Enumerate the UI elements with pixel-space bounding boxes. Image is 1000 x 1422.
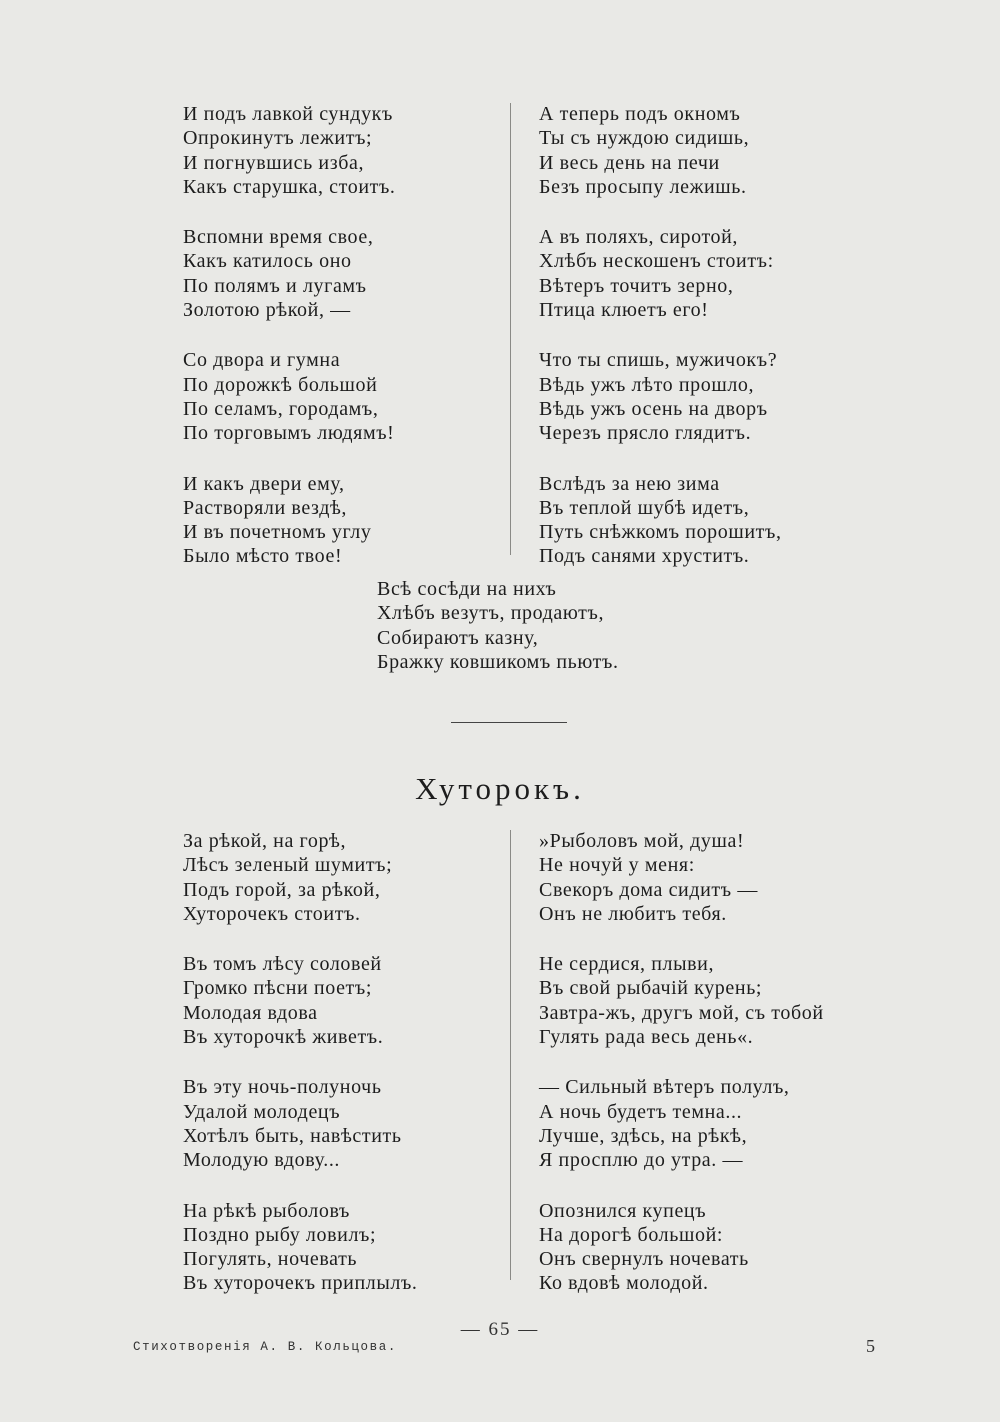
poem2-right-column: [539, 829, 824, 1322]
verse-line: А въ поляхъ, сиротой,: [539, 226, 739, 249]
verse-line: Молодую вдову...: [183, 1149, 341, 1172]
verse-line: Собираютъ казну,: [377, 626, 539, 649]
poem1-left-column: [183, 102, 396, 595]
verse-line: Хуторочекъ стоитъ.: [183, 902, 361, 925]
book-footer: Стихотворенія А. В. Кольцова.: [133, 1340, 397, 1354]
verse-line: Громко пѣсни поетъ;: [183, 977, 372, 1000]
verse-line: Со двора и гумна: [183, 349, 341, 372]
stanza: [183, 472, 396, 569]
verse-line: Я просплю до утра. —: [539, 1149, 744, 1172]
verse-line: Вспомни время свое,: [183, 226, 374, 249]
stanza: [183, 1075, 418, 1172]
poem1-right-column: [539, 102, 782, 595]
verse-line: Растворяли вездѣ,: [183, 496, 348, 519]
verse-line: Что ты спишь, мужичокъ?: [539, 349, 778, 372]
verse-line: Вѣдь ужъ осень на дворъ: [539, 397, 768, 420]
verse-line: Птица клюетъ его!: [539, 299, 709, 322]
verse-line: По торговымъ людямъ!: [183, 422, 395, 445]
stanza: [539, 102, 782, 199]
poem1-closing-stanza: [377, 577, 619, 674]
verse-line: Завтра-жъ, другъ мой, съ тобой: [539, 1001, 824, 1024]
verse-line: По селамъ, городамъ,: [183, 397, 379, 420]
verse-line: По дорожкѣ большой: [183, 373, 378, 396]
column-divider: [510, 830, 511, 1280]
verse-line: Удалой молодецъ: [183, 1100, 341, 1123]
verse-line: А теперь подъ окномъ: [539, 103, 741, 125]
page-number: — 65 —: [460, 1319, 540, 1340]
verse-line: Онъ свернулъ ночевать: [539, 1248, 749, 1271]
verse-line: Бражку ковшикомъ пьютъ.: [377, 650, 619, 673]
verse-line: Въ эту ночь-полуночь: [183, 1076, 382, 1099]
verse-line: Вслѣдъ за нею зима: [539, 472, 720, 495]
stanza: [539, 225, 782, 322]
verse-line: Было мѣсто твое!: [183, 545, 343, 568]
verse-line: Какъ старушка, стоитъ.: [183, 175, 396, 198]
verse-line: Вѣдь ужъ лѣто прошло,: [539, 373, 755, 396]
stanza: [539, 472, 782, 569]
stanza: [183, 1199, 418, 1296]
verse-line: Погулять, ночевать: [183, 1248, 358, 1271]
verse-line: Золотою рѣкой, —: [183, 299, 351, 322]
stanza: [539, 348, 782, 445]
verse-line: Онъ не любитъ тебя.: [539, 902, 727, 925]
stanza: [183, 225, 396, 322]
verse-line: Безъ просыпу лежишь.: [539, 175, 747, 198]
signature-mark: 5: [866, 1336, 875, 1356]
verse-line: И весь день на печи: [539, 151, 720, 174]
verse-line: Вѣтеръ точитъ зерно,: [539, 274, 734, 297]
verse-line: И погнувшись изба,: [183, 151, 365, 174]
verse-line: Хотѣлъ быть, навѣстить: [183, 1124, 402, 1147]
verse-line: Какъ катилось оно: [183, 250, 352, 273]
verse-line: Гулять рада весь день«.: [539, 1026, 754, 1049]
verse-line: По полямъ и лугамъ: [183, 274, 367, 297]
stanza: [539, 1075, 824, 1172]
verse-line: Въ томъ лѣсу соловей: [183, 953, 382, 976]
verse-line: Въ свой рыбачій курень;: [539, 977, 763, 1000]
stanza: [539, 1199, 824, 1296]
verse-line: Опрокинутъ лежитъ;: [183, 127, 373, 150]
stanza: [183, 952, 418, 1049]
stanza: [539, 829, 824, 926]
stanza: [539, 952, 824, 1049]
verse-line: Молодая вдова: [183, 1001, 318, 1024]
verse-line: Путь снѣжкомъ порошитъ,: [539, 521, 782, 544]
verse-line: За рѣкой, на горѣ,: [183, 830, 347, 852]
verse-line: Въ хуторочкѣ живетъ.: [183, 1026, 384, 1049]
verse-line: Ты съ нуждою сидишь,: [539, 127, 750, 150]
stanza: [183, 829, 418, 926]
verse-line: Не сердися, плыви,: [539, 953, 715, 976]
verse-line: Опознился купецъ: [539, 1199, 707, 1222]
verse-line: Черезъ прясло глядитъ.: [539, 422, 752, 445]
verse-line: Свекоръ дома сидитъ —: [539, 878, 758, 901]
verse-line: И подъ лавкой сундукъ: [183, 103, 393, 125]
verse-line: Не ночуй у меня:: [539, 854, 695, 877]
verse-line: На дорогѣ большой:: [539, 1223, 724, 1246]
verse-line: Хлѣбъ нескошенъ стоитъ:: [539, 250, 774, 273]
verse-line: Подъ санями хруститъ.: [539, 545, 750, 568]
verse-line: — Сильный вѣтеръ полулъ,: [539, 1076, 790, 1099]
verse-line: А ночь будетъ темна...: [539, 1100, 743, 1123]
poem2-left-column: [183, 829, 418, 1322]
verse-line: И въ почетномъ углу: [183, 521, 372, 544]
verse-line: На рѣкѣ рыболовъ: [183, 1199, 350, 1222]
verse-line: »Рыболовъ мой, душа!: [539, 830, 745, 852]
verse-line: Поздно рыбу ловилъ;: [183, 1223, 377, 1246]
verse-line: Въ теплой шубѣ идетъ,: [539, 496, 750, 519]
verse-line: И какъ двери ему,: [183, 472, 345, 495]
verse-line: Подъ горой, за рѣкой,: [183, 878, 381, 901]
section-separator: [451, 722, 567, 723]
stanza: [183, 102, 396, 199]
verse-line: Ко вдовѣ молодой.: [539, 1272, 709, 1295]
verse-line: Всѣ сосѣди на нихъ: [377, 578, 557, 600]
stanza: [183, 348, 396, 445]
verse-line: Въ хуторочекъ приплылъ.: [183, 1272, 418, 1295]
column-divider: [510, 103, 511, 555]
verse-line: Лѣсъ зеленый шумитъ;: [183, 854, 393, 877]
verse-line: Хлѣбъ везутъ, продаютъ,: [377, 602, 605, 625]
poem-title: Хуторокъ.: [415, 771, 585, 806]
verse-line: Лучше, здѣсь, на рѣкѣ,: [539, 1124, 748, 1147]
